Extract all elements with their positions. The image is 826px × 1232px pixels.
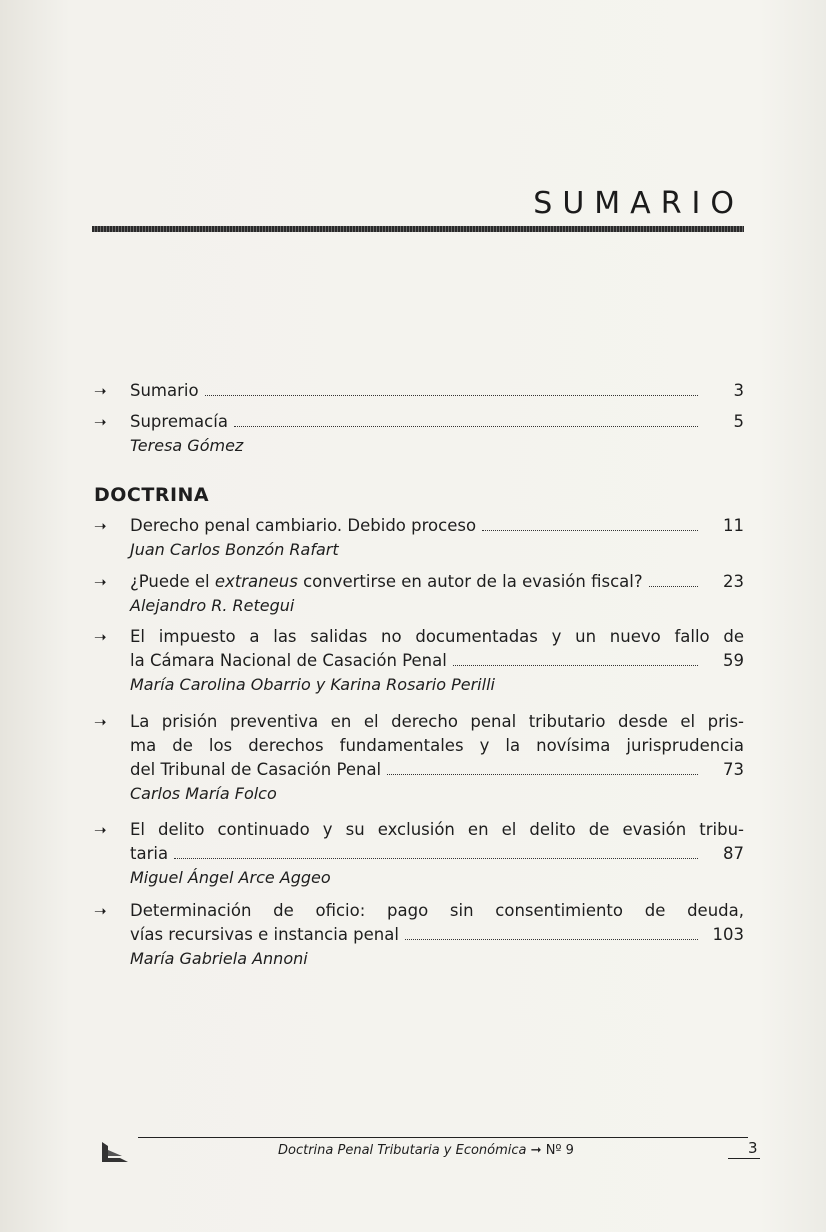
entry-title-line: Derecho penal cambiario. Debido proceso — [130, 516, 477, 535]
footer-page-number: 3 — [728, 1139, 760, 1159]
entry-title-line: La prisión preventiva en el derecho penal tributario desde el pris- — [130, 712, 744, 731]
leader-dots — [234, 426, 698, 427]
toc-entry-supremacia — [94, 410, 744, 458]
page-number: 23 — [723, 572, 744, 591]
entry-title: Sumario — [130, 381, 199, 400]
entry-title-line: taria — [130, 844, 169, 863]
entry-title-line: ma de los derechos fundamentales y la novísima jurisprudencia — [130, 736, 744, 755]
arrow-icon: ➝ — [94, 517, 107, 535]
entry-author: María Gabriela Annoni — [130, 949, 308, 968]
toc-entry — [94, 570, 744, 618]
arrow-icon: ➝ — [94, 573, 107, 591]
entry-author: Miguel Ángel Arce Aggeo — [130, 868, 331, 887]
toc-entry-sumario — [94, 379, 744, 403]
arrow-icon: ➝ — [94, 713, 107, 731]
footer-journal: Doctrina Penal Tributaria y Económica ➞ Nº 9 — [278, 1143, 574, 1158]
entry-author: Teresa Gómez — [130, 436, 244, 455]
toc-entry — [94, 899, 744, 971]
arrow-icon: ➝ — [94, 382, 107, 400]
title-rule — [92, 226, 744, 232]
publisher-logo-icon — [100, 1140, 130, 1168]
toc-entry — [94, 818, 744, 890]
arrow-icon: ➝ — [94, 902, 107, 920]
page-number: 103 — [712, 925, 744, 944]
arrow-icon: ➝ — [94, 628, 107, 646]
toc-entry — [94, 625, 744, 697]
footer-rule — [138, 1137, 748, 1138]
entry-title-line: Determinación de oficio: pago sin consentimiento de deuda, — [130, 901, 744, 920]
page-number: 73 — [723, 760, 744, 779]
footer-issue: Nº 9 — [545, 1143, 574, 1158]
toc-entry — [94, 710, 744, 806]
entry-title: Supremacía — [130, 412, 228, 431]
section-heading: DOCTRINA — [94, 484, 210, 506]
leader-dots — [453, 665, 698, 666]
leader-dots — [649, 586, 698, 587]
entry-title-line: del Tribunal de Casación Penal — [130, 760, 382, 779]
arrow-icon: ➞ — [530, 1143, 542, 1158]
page-number: 3 — [733, 381, 744, 400]
entry-author: Juan Carlos Bonzón Rafart — [130, 540, 339, 559]
leader-dots — [174, 858, 698, 859]
page-number: 5 — [733, 412, 744, 431]
entry-title-line: ¿Puede el extraneus convertirse en autor de la evasión fiscal? — [130, 572, 643, 591]
toc-entry — [94, 514, 744, 562]
leader-dots — [405, 939, 698, 940]
arrow-icon: ➝ — [94, 821, 107, 839]
arrow-icon: ➝ — [94, 413, 107, 431]
page-number: 11 — [723, 516, 744, 535]
entry-title-line: El impuesto a las salidas no documentadas y un nuevo fallo de — [130, 627, 744, 646]
page-number: 59 — [723, 651, 744, 670]
entry-author: María Carolina Obarrio y Karina Rosario Perilli — [130, 675, 495, 694]
entry-title-line: la Cámara Nacional de Casación Penal — [130, 651, 447, 670]
leader-dots — [205, 395, 698, 396]
entry-author: Alejandro R. Retegui — [130, 596, 295, 615]
emphasis: extraneus — [214, 572, 298, 591]
leader-dots — [387, 774, 698, 775]
page-number: 87 — [723, 844, 744, 863]
page-title: SUMARIO — [533, 186, 744, 221]
entry-author: Carlos María Folco — [130, 784, 277, 803]
entry-title-line: El delito continuado y su exclusión en el delito de evasión tribu- — [130, 820, 744, 839]
entry-title-line: vías recursivas e instancia penal — [130, 925, 399, 944]
leader-dots — [482, 530, 698, 531]
